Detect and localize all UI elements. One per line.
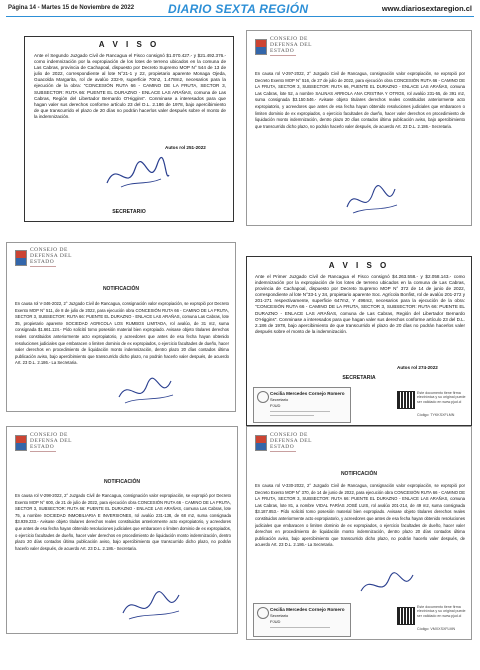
coat-of-arms-icon [255,435,267,451]
notice-notificacion-6 [246,426,472,640]
notice-body: En causa rol V-330-2022, 2° Juzgado Civil de Rancagua, consignación valor expropiación, se expropió por Decreto Exento MOP N° 370, de 14 de junio de 2022, para ejecución obra CONCESIÓN RUTA 66 - CAMINO DE LA FRUTA, SECTOR 3, SUBSECTOR: RUTA 66: PUENTE EL DURAZNO - ENLACE LAS ARAÑAS, comuna Las Cabras, lote 81, a nombre VIDAL FARÍAS JOSÉ LUIS, rol avalúo 201-214, de 49 m2, suma consignada $3.187.853.- Pído solicitó tomo posesión material bien expropiado. Avisase objeto titulares derechos reales constituidos anteriormente acto expropiatorio, y acreedores que antes de esa fecha hayan obtenido resoluciones judiciales que embaracen o limiten dominio de ex expropiados, o ejercicio facultades de dueño, hacer valer derechos en procedimiento de liquidación monto indemnización, dentro plazo 20 días contados última publicación aviso, bajo apercibimiento que transcurrido dicho plazo, no podrán hacerlo valer después, de acuerdo Art. 23 D.L. 2.186.- La Secretaria. [255,483,465,548]
seal-icon [257,607,269,619]
notice-title: A V I S O [98,40,160,49]
signbox-name: Cecilia Mercedes Cornejo Romero [270,607,345,612]
newspaper-title: DIARIO SEXTA REGIÓN [168,2,309,16]
logo-line-3: ESTADO [270,443,295,450]
qr-code-icon[interactable] [397,391,415,409]
logo-line-3: ESTADO [270,47,295,54]
notice-body: Ante el Segundo Juzgado Civil de Rancagua el Fisco consignó $1.070.427.- y $21.492.376.- como indemnización por la expropiación de los lotes de terreno ubicados en la comuna de Las Cabras, provincia de Cachapoal, dispuesto por Decreto Supremo MOP N° 544 de 13 de julio de 2022, correspondiente al lote N°21-1 y 22, propietario aparente Monaga Ojeda, Guacolda Margarita, rol de avalúo 232-9, superficie 70m2, 1.478m2, necesarios para la ejecución de la obra: "CONCESIÓN RUTA 66 - CAMINO DE LA FRUTA, SECTOR 3, SUBSECTOR: RUTA 66: PUENTE EL DURAZNO - ENLACE LAS ARAÑAS, comuna de Las Cabras, Región del Libertador Bernardo O'Higgins". Conminase a interesados para que hagan valer sus derechos conforme artículo 23 del D.L. 2.186 de 1978, bajo apercibimiento de que transcurrido el plazo de 20 días no podrán hacerlos valer después sobre el monto de la indemnización. [34,53,226,119]
coat-of-arms-icon [15,435,27,451]
website-link[interactable]: www.diariosextaregion.cl [381,4,472,13]
notice-notificacion-3 [6,242,236,412]
notice-body: En causa rol V-297-2022, 2° Juzgado Civil de Rancagua, consignación valor expropiación, se expropió por Decreto Exento MOP N° 516, de 27 de julio de 2022, para ejecución obra CONCESIÓN RUTA 66 - CAMINO DE LA FRUTA, SECTOR 3, SUBSECTOR: RUTA 66, PUENTE EL DURAZNO - ENLACE LAS ARAÑAS, comuna Las Cabras, lote 52, a nombre SALINAS ARRIOLA ANA CRISTINA Y OTROS, rol avalúo 231-55, de 391 m2, suma consignada $3.150.546.- Avisase objeto titulares derechos reales constituidos anteriormente acto expropiatorio, y acreedores que antes de esa fecha hayan obtenido resoluciones judiciales que embaracen o limiten dominio de ex expropiados, o ejercicio facultades de dueño, hacer valer derechos en procedimiento de liquidación monto indemnización, dentro plazo 20 días contados última publicación aviso, bajo apercibimiento que transcurrido dicho plazo, no podrán hacerlo valer después, de acuerdo Art. 23 D.L. 2.186.- Secretaria. [255,71,465,129]
coat-of-arms-icon [15,250,27,266]
signature [119,587,185,627]
signbox-role: Secretario [270,397,289,402]
autos-rol: Autos rol 251-2022 [165,145,206,150]
cde-logo [15,248,72,267]
logo-line-3: ESTADO [30,443,55,450]
notice-notificacion-2 [246,30,472,226]
qr-validation-text: Este documento tiene firma electrónica y su original puede ser validado en www.pjud.cl [417,391,466,404]
notice-aviso-4 [246,256,472,426]
notice-title: NOTIFICACIÓN [340,471,378,477]
logo-line-2: DEFENSA DEL [270,437,313,444]
cde-logo [255,37,312,56]
notice-title: NOTIFICACIÓN [103,479,141,485]
qr-validation-text: Este documento tiene firma electrónica y su original puede ser validado en www.pjud.cl [417,605,466,618]
signature [115,375,179,409]
notice-body: En causa rol V-298-2022, 2° Juzgado Civil de Rancagua, consignación valor expropiación, se expropió por Decreto Exento MOP N° 600, de 21 de julio de 2022, para ejecución obra CONCESIÓN RUTA 66 - CAMINO DE LA FRUTA, SECTOR 3, SUBSECTOR: RUTA 66: PUENTE EL DURAZNO - ENLACE LAS ARAÑAS, comuna Las Cabras, lote 75, a nombre SOCIEDAD INMOBILIARIA E INVERSIONES, rol avalúo 231-138, de 68 m2, suma consignada $3.939.233.- Avisase objeto titulares derechos reales constituidos anteriormente acto expropiatorio, y acreedores que antes de esa fecha hayan obtenido resoluciones judiciales que embaracen o limiten dominio de ex expropiados, o ejercicio facultades de dueño, hacer valer derechos en procedimiento de liquidación monto indemnización, dentro plazo 20 días contados última publicación aviso, bajo apercibimiento que transcurrido dicho plazo, no podrán hacerlo valer después, de acuerdo Art. 23 D.L. 2.186.- Secretaria. [15,493,231,551]
coat-of-arms-icon [255,39,267,55]
page-info: Página 14 - Martes 15 de Noviembre de 2022 [8,5,135,11]
cde-logo [255,433,312,452]
signature [357,571,419,601]
logo-line-3: ESTADO [30,258,55,265]
qr-code-icon[interactable] [397,607,415,625]
logo-line-1: CONSEJO DE [30,247,68,253]
electronic-signature-box [253,603,351,637]
logo-line-1: CONSEJO DE [30,432,68,438]
logo-line-1: CONSEJO DE [270,432,308,438]
autos-rol: Autos rol 274-2022 [397,365,438,370]
notice-notificacion-5 [6,426,238,634]
seal-icon [257,391,269,403]
logo-line-2: DEFENSA DEL [270,41,313,48]
signbox-name: Cecilia Mercedes Cornejo Romero [270,391,345,396]
signbox-court: PJUD [270,403,281,408]
cde-logo [15,433,72,452]
notice-title: A V I S O [328,261,390,270]
logo-line-1: CONSEJO DE [270,36,308,42]
signer-label: SECRETARIO [112,209,146,215]
signer-label: SECRETARIA [342,375,376,381]
signature [103,153,173,197]
signature [343,181,403,221]
notice-body: Ante el Primer Juzgado Civil de Rancagua el Fisco consignó $4.263.558.- y $2.058.143.- como indemnización por la expropiación de los lotes de terreno ubicados en la comuna de Las Cabras, provincia de Cachapoal, dispuesto por Decreto Supremo MOP N° 372 de 14 de junio de 2022, correspondiente al lote N°33-1 y 34, propietario aparente Soc. Agrícola Bonfist, rol de avalúo 201-272 y 201-271 respectivamente, superficie 647m2, Y 496m2, necesarios para la ejecución de la obra: "CONCESIÓN RUTA 66 - CAMINO DE LA FRUTA, SECTOR 3, SUBSECTOR: RUTA 66: PUENTE EL DURAZNO - ENLACE LAS ARAÑAS, comuna de Las Cabras, Región del Libertador Bernardo O'Higgins". Conminase a interesados para que hagan valer sus derechos conforme artículo 23 del D.L. 2.186 de 1978, bajo apercibimiento de que transcurrido el plazo de 20 días no podrán hacerlos valer después sobre el monto de la indemnización. [255,274,465,334]
qr-code-label: Código: VMXXSXFLMN [417,627,456,631]
notice-title: NOTIFICACIÓN [102,286,140,292]
qr-code-label: Código: TYKKSXFLMN [417,413,455,417]
electronic-signature-box [253,387,351,423]
notice-body: En causa rol V-346-2022, 2° Juzgado Civil de Rancagua, consignación valor expropiación, se expropió por Decreto Exento MOP N° 511, de 8 de julio de 2022, para ejecución obra CONCESIÓN RUTA 66 - CAMINO DE LA FRUTA, SECTOR 3, SUBSECTOR: RUTA 66: PUENTE EL DURAZNO - ENLACE LAS ARAÑAS, comuna Las Cabras, lote 35, propietario aparente SOCIEDAD AGRICOLA LOS RUMBOS LIMITADA, rol avalúo, de 31 m2, suma consignada $1.661.124.- Pído solicitó tomo posesión material bien expropiado. Avisase objeto titulares derechos reales constituidos anteriormente acto expropiatorio, y acreedores que antes de esa fecha hayan obtenido resoluciones judiciales que embaracen o limiten dominio de ex expropiados, o ejercicio facultades de dueño, hacer valer derechos en procedimiento de liquidación monto indemnización, dentro plazo 20 días contados última publicación aviso, bajo apercibimiento que transcurrido dicho plazo, no podrán hacerlo valer después, de acuerdo Art. 23 D.L. 2.186.- La Secretaria. [15,301,229,366]
signbox-court: PJUD [270,619,281,624]
header-rule [6,16,474,17]
logo-line-2: DEFENSA DEL [30,437,73,444]
notice-aviso-1 [24,36,234,222]
signbox-role: Secretario [270,613,289,618]
logo-line-2: DEFENSA DEL [30,252,73,259]
